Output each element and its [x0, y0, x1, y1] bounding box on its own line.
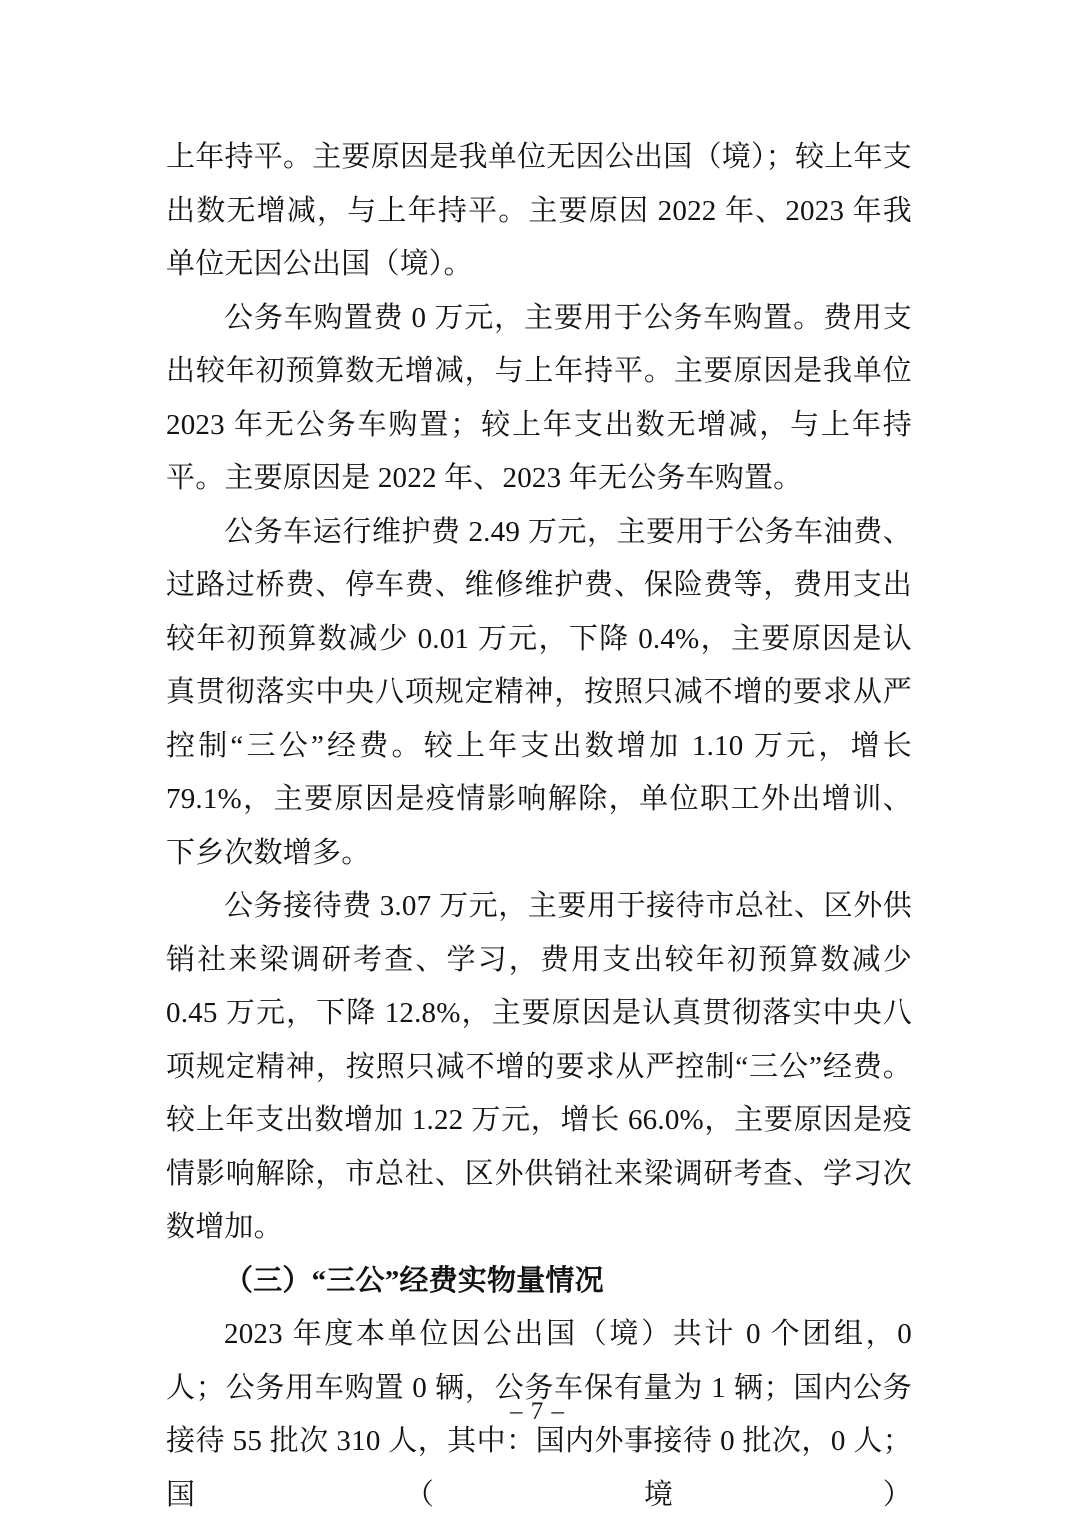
paragraph-outbound-travel-continuation: 上年持平。主要原因是我单位无因公出国（境）；较上年支出数无增减，与上年持平。主要原因 2022 年、2023 年我单位无因公出国（境）。 [166, 141, 912, 280]
page-footer [0, 1398, 1075, 1426]
paragraph-official-reception-expense: 公务接待费 3.07 万元，主要用于接待市总社、区外供销社来梁调研考查、学习，费用支出较年初预算数减少 0.45 万元，下降 12.8%，主要原因是认真贯彻落实中央八项规定精神，按照只减不增的要求从严控制“三公”经费。较上年支出数增加 1.22 万元，增长 66.0%，主要原因是疫情影响解除，市总社、区外供销社来梁调研考查、学习次数增加。 [166, 890, 912, 1243]
page-number: – 7 – [510, 1398, 565, 1425]
document-body [166, 131, 912, 1520]
section-heading-three-public-expenses-quantities: （三）“三公”经费实物量情况 [224, 1264, 604, 1297]
paragraph-physical-quantities: 2023 年度本单位因公出国（境）共计 0 个团组，0 人；公务用车购置 0 辆，公务车保有量为 1 辆；国内公务接待 55 批次 310 人，其中：国内外事接待 0 批次，0 人；国（境） [166, 1318, 912, 1511]
paragraph-vehicle-purchase-expense: 公务车购置费 0 万元，主要用于公务车购置。费用支出较年初预算数无增减，与上年持平。主要原因是我单位 2023 年无公务车购置；较上年支出数无增减，与上年持平。主要原因是 2022 年、2023 年无公务车购置。 [166, 301, 912, 494]
paragraph-vehicle-operation-expense: 公务车运行维护费 2.49 万元，主要用于公务车油费、过路过桥费、停车费、维修维护费、保险费等，费用支出较年初预算数减少 0.01 万元，下降 0.4%，主要原因是认真贯彻落实中央八项规定精神，按照只减不增的要求从严控制“三公”经费。较上年支出数增加 1.10 万元，增长 79.1%，主要原因是疫情影响解除，单位职工外出增训、下乡次数增多。 [166, 515, 912, 869]
